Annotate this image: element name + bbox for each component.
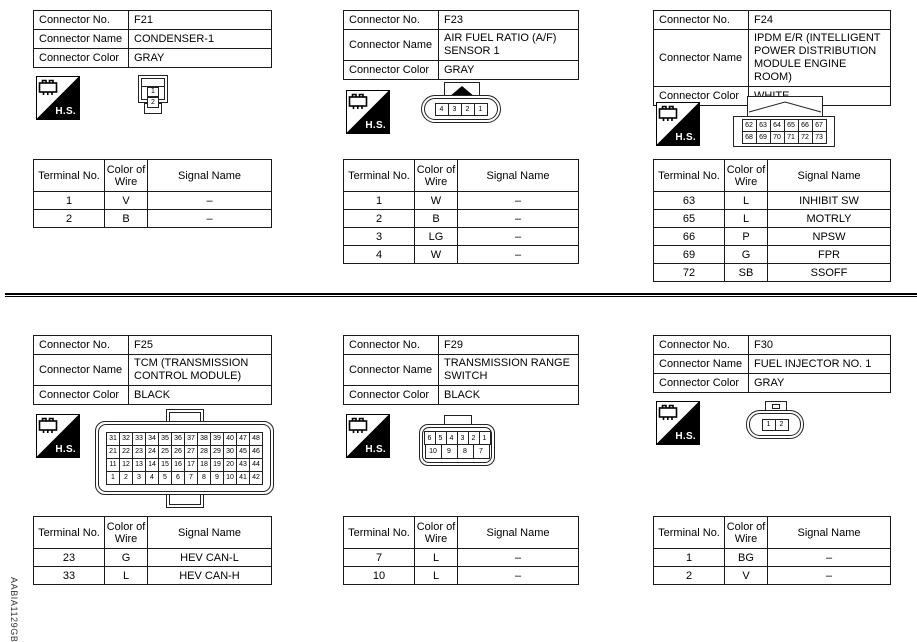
pin-grid xyxy=(425,444,490,459)
pin-cell: 66 xyxy=(798,120,812,132)
terminal-cell-signal: – xyxy=(458,210,579,228)
pin-row xyxy=(424,432,490,445)
hs-label: H.S. xyxy=(55,106,76,117)
pin-cell: 70 xyxy=(770,132,784,144)
terminal-cell-wire: G xyxy=(725,246,768,264)
pin-cell: 1 xyxy=(762,419,775,430)
pin-cell: 13 xyxy=(133,458,146,471)
hs-connector-glyph-icon xyxy=(658,104,680,123)
pin-cell: 16 xyxy=(172,458,185,471)
terminal-cell-no: 1 xyxy=(654,549,725,567)
pin-cell: 10 xyxy=(224,471,237,484)
hs-connector-glyph-icon xyxy=(348,92,370,111)
pin-cell: 5 xyxy=(159,471,172,484)
wire-color-header: Color of Wire xyxy=(415,160,458,192)
pin-grid xyxy=(424,431,491,445)
pin-cell: 28 xyxy=(198,445,211,458)
connector-color-value: GRAY xyxy=(129,49,272,68)
pin-row xyxy=(742,120,826,132)
terminal-cell-no: 7 xyxy=(344,549,415,567)
pin-grid xyxy=(106,432,263,485)
terminal-row xyxy=(654,264,891,282)
pin-cell: 72 xyxy=(798,132,812,144)
connector-no-label: Connector No. xyxy=(34,11,129,30)
terminal-row xyxy=(34,192,272,210)
terminal-cell-no: 66 xyxy=(654,228,725,246)
connector-diagram-f30 xyxy=(746,401,806,441)
terminal-cell-signal: – xyxy=(768,567,891,585)
hs-label: H.S. xyxy=(675,132,696,143)
pin-cell: 40 xyxy=(224,432,237,445)
connector-no-label: Connector No. xyxy=(654,336,749,355)
connector-name-label: Connector Name xyxy=(654,355,749,374)
connector-color-label: Connector Color xyxy=(34,386,129,405)
connector-color-value: GRAY xyxy=(439,61,579,80)
hs-label: H.S. xyxy=(675,431,696,442)
pin-cell: 22 xyxy=(120,445,133,458)
terminal-row xyxy=(654,549,891,567)
connector-diagram-f29 xyxy=(419,415,497,467)
hs-label: H.S. xyxy=(365,444,386,455)
terminal-cell-no: 23 xyxy=(34,549,105,567)
terminal-cell-wire: V xyxy=(105,192,148,210)
terminal-cell-signal: – xyxy=(148,192,272,210)
pin-cell: 62 xyxy=(742,120,756,132)
connector-name-value: TRANSMISSION RANGE SWITCH xyxy=(439,355,579,386)
pin-cell: 8 xyxy=(457,445,473,459)
connector-block-f25 xyxy=(33,335,272,595)
terminal-table xyxy=(33,516,272,585)
terminal-cell-no: 3 xyxy=(344,228,415,246)
pin-cell: 20 xyxy=(224,458,237,471)
terminal-cell-wire: V xyxy=(725,567,768,585)
pin-cell: 2 xyxy=(468,432,479,445)
connector-name-value: CONDENSER-1 xyxy=(129,30,272,49)
pin-row xyxy=(107,432,263,445)
pin-cell: 64 xyxy=(770,120,784,132)
terminal-row xyxy=(654,192,891,210)
terminal-cell-no: 33 xyxy=(34,567,105,585)
terminal-table xyxy=(33,159,272,228)
pin-cell: 34 xyxy=(146,432,159,445)
terminal-cell-no: 2 xyxy=(34,210,105,228)
terminal-no-header: Terminal No. xyxy=(654,517,725,549)
pin-cell: 4 xyxy=(146,471,159,484)
connector-block-f21 xyxy=(33,10,272,285)
pin-cell: 11 xyxy=(107,458,120,471)
section-divider xyxy=(5,293,917,297)
pin-cell: 2 xyxy=(775,419,788,430)
terminal-cell-signal: – xyxy=(458,549,579,567)
terminal-cell-no: 4 xyxy=(344,246,415,264)
connector-color-label: Connector Color xyxy=(654,374,749,393)
terminal-row xyxy=(654,246,891,264)
pin-grid xyxy=(742,119,827,144)
pin-cell: 14 xyxy=(146,458,159,471)
connector-name-value: AIR FUEL RATIO (A/F) SENSOR 1 xyxy=(439,30,579,61)
pin-cell: 9 xyxy=(441,445,457,459)
pin-cell: 1 xyxy=(147,87,159,97)
hs-connector-glyph-icon xyxy=(658,403,680,422)
pin-grid xyxy=(762,419,789,431)
connector-name-label: Connector Name xyxy=(34,30,129,49)
connector-diagram-f21 xyxy=(136,75,176,119)
pin-row xyxy=(107,458,263,471)
connector-name-label: Connector Name xyxy=(34,355,129,386)
connector-no-value: F24 xyxy=(749,11,891,30)
terminal-cell-no: 72 xyxy=(654,264,725,282)
connector-no-value: F23 xyxy=(439,11,579,30)
pin-cell: 36 xyxy=(172,432,185,445)
hs-icon xyxy=(656,102,700,146)
pin-cell: 63 xyxy=(756,120,770,132)
pin-cell: 35 xyxy=(159,432,172,445)
terminal-cell-no: 1 xyxy=(34,192,105,210)
terminal-cell-no: 2 xyxy=(654,567,725,585)
connector-info-table xyxy=(653,10,891,106)
pin-row xyxy=(425,445,489,459)
pin-cell: 3 xyxy=(457,432,468,445)
pin-cell: 43 xyxy=(237,458,250,471)
pin-row xyxy=(742,132,826,144)
pin-cell: 9 xyxy=(211,471,224,484)
pin-cell: 2 xyxy=(147,97,159,108)
connector-info-table xyxy=(653,335,891,393)
terminal-cell-wire: L xyxy=(725,210,768,228)
pin-cell: 3 xyxy=(448,103,461,115)
pin-cell: 38 xyxy=(198,432,211,445)
connector-no-label: Connector No. xyxy=(344,336,439,355)
connector-diagram-f23 xyxy=(421,82,503,124)
connector-block-f30 xyxy=(653,335,891,595)
connector-info-table xyxy=(343,10,579,80)
terminal-row xyxy=(344,210,579,228)
terminal-cell-wire: LG xyxy=(415,228,458,246)
terminal-cell-wire: W xyxy=(415,246,458,264)
pin-cell: 41 xyxy=(237,471,250,484)
connector-info-table xyxy=(33,335,272,405)
pin-cell: 68 xyxy=(742,132,756,144)
pin-cell: 65 xyxy=(784,120,798,132)
pin-cell: 3 xyxy=(133,471,146,484)
wire-color-header: Color of Wire xyxy=(105,517,148,549)
pin-row xyxy=(762,419,788,430)
terminal-no-header: Terminal No. xyxy=(34,160,105,192)
connector-color-value: BLACK xyxy=(129,386,272,405)
hs-connector-glyph-icon xyxy=(348,416,370,435)
terminal-cell-signal: INHIBIT SW xyxy=(768,192,891,210)
pin-cell: 44 xyxy=(250,458,263,471)
terminal-cell-wire: L xyxy=(105,567,148,585)
signal-name-header: Signal Name xyxy=(458,160,579,192)
pin-cell: 71 xyxy=(784,132,798,144)
terminal-cell-signal: – xyxy=(768,549,891,567)
connector-name-label: Connector Name xyxy=(344,355,439,386)
pin-cell: 1 xyxy=(107,471,120,484)
terminal-cell-wire: SB xyxy=(725,264,768,282)
connector-name-label: Connector Name xyxy=(654,30,749,87)
pin-cell: 25 xyxy=(159,445,172,458)
pin-cell: 19 xyxy=(211,458,224,471)
pin-cell: 30 xyxy=(224,445,237,458)
pin-cell: 32 xyxy=(120,432,133,445)
terminal-cell-no: 65 xyxy=(654,210,725,228)
pin-cell: 26 xyxy=(172,445,185,458)
pin-cell: 17 xyxy=(185,458,198,471)
terminal-cell-signal: – xyxy=(458,567,579,585)
pin-cell: 45 xyxy=(237,445,250,458)
terminal-row xyxy=(34,210,272,228)
terminal-cell-no: 10 xyxy=(344,567,415,585)
signal-name-header: Signal Name xyxy=(458,517,579,549)
terminal-row xyxy=(344,549,579,567)
signal-name-header: Signal Name xyxy=(768,517,891,549)
connector-diagram-f24 xyxy=(733,96,837,148)
pin-cell: 5 xyxy=(435,432,446,445)
terminal-no-header: Terminal No. xyxy=(344,160,415,192)
terminal-table xyxy=(343,516,579,585)
terminal-no-header: Terminal No. xyxy=(34,517,105,549)
wire-color-header: Color of Wire xyxy=(725,517,768,549)
connector-name-value: TCM (TRANSMISSION CONTROL MODULE) xyxy=(129,355,272,386)
hs-connector-glyph-icon xyxy=(38,416,60,435)
terminal-row xyxy=(654,210,891,228)
tab-peak-line xyxy=(748,97,822,117)
terminal-table xyxy=(343,159,579,264)
connector-color-label: Connector Color xyxy=(344,386,439,405)
terminal-cell-wire: G xyxy=(105,549,148,567)
terminal-cell-signal: – xyxy=(458,192,579,210)
wire-color-header: Color of Wire xyxy=(415,517,458,549)
signal-name-header: Signal Name xyxy=(148,517,272,549)
pin-cell: 2 xyxy=(120,471,133,484)
hs-icon xyxy=(36,414,80,458)
pin-cell: 7 xyxy=(473,445,489,459)
terminal-no-header: Terminal No. xyxy=(654,160,725,192)
pin-cell: 73 xyxy=(812,132,826,144)
wire-color-header: Color of Wire xyxy=(105,160,148,192)
terminal-cell-signal: NPSW xyxy=(768,228,891,246)
pin-cell: 1 xyxy=(479,432,490,445)
terminal-cell-no: 2 xyxy=(344,210,415,228)
connector-info-table xyxy=(33,10,272,68)
signal-name-header: Signal Name xyxy=(768,160,891,192)
footer-code: AABIA1129GB xyxy=(9,577,19,642)
connector-no-label: Connector No. xyxy=(34,336,129,355)
connector-no-value: F25 xyxy=(129,336,272,355)
pin-cell: 7 xyxy=(185,471,198,484)
pin-row xyxy=(107,445,263,458)
terminal-row xyxy=(344,192,579,210)
signal-name-header: Signal Name xyxy=(148,160,272,192)
terminal-row xyxy=(344,567,579,585)
connector-color-value: GRAY xyxy=(749,374,891,393)
terminal-cell-signal: SSOFF xyxy=(768,264,891,282)
pin-cell: 69 xyxy=(756,132,770,144)
hs-label: H.S. xyxy=(365,120,386,131)
pin-cell: 29 xyxy=(211,445,224,458)
terminal-row xyxy=(344,228,579,246)
pin-cell: 4 xyxy=(446,432,457,445)
pin-cell: 39 xyxy=(211,432,224,445)
connector-block-f29 xyxy=(343,335,579,595)
pin-cell: 2 xyxy=(461,103,474,115)
connector-no-label: Connector No. xyxy=(654,11,749,30)
pin-cell: 8 xyxy=(198,471,211,484)
connector-name-label: Connector Name xyxy=(344,30,439,61)
pin-cell: 33 xyxy=(133,432,146,445)
terminal-cell-wire: B xyxy=(415,210,458,228)
terminal-row xyxy=(34,567,272,585)
pin-cell: 12 xyxy=(120,458,133,471)
connector-diagram-f25 xyxy=(95,409,276,509)
hs-icon xyxy=(36,76,80,120)
connector-color-value: BLACK xyxy=(439,386,579,405)
hs-icon xyxy=(346,90,390,134)
pin-row xyxy=(435,103,487,115)
terminal-cell-wire: B xyxy=(105,210,148,228)
pin-cell: 10 xyxy=(425,445,441,459)
pin-cell: 37 xyxy=(185,432,198,445)
terminal-cell-wire: P xyxy=(725,228,768,246)
terminal-row xyxy=(34,549,272,567)
terminal-cell-wire: BG xyxy=(725,549,768,567)
pin-cell: 27 xyxy=(185,445,198,458)
terminal-cell-signal: FPR xyxy=(768,246,891,264)
hs-icon xyxy=(346,414,390,458)
connector-no-value: F29 xyxy=(439,336,579,355)
pin-cell: 15 xyxy=(159,458,172,471)
hs-connector-glyph-icon xyxy=(38,78,60,97)
terminal-row xyxy=(344,246,579,264)
pin-row xyxy=(107,471,263,484)
connector-no-label: Connector No. xyxy=(344,11,439,30)
connector-info-table xyxy=(343,335,579,405)
pin-cell: 4 xyxy=(435,103,448,115)
terminal-cell-wire: L xyxy=(415,549,458,567)
pin-cell: 46 xyxy=(250,445,263,458)
terminal-cell-signal: MOTRLY xyxy=(768,210,891,228)
pin-cell: 23 xyxy=(133,445,146,458)
connector-color-label: Connector Color xyxy=(344,61,439,80)
terminal-table xyxy=(653,159,891,282)
terminal-cell-signal: – xyxy=(148,210,272,228)
pin-cell: 31 xyxy=(107,432,120,445)
connector-color-label: Connector Color xyxy=(34,49,129,68)
terminal-cell-wire: L xyxy=(725,192,768,210)
terminal-row xyxy=(654,228,891,246)
pin-cell: 47 xyxy=(237,432,250,445)
pin-cell: 6 xyxy=(424,432,435,445)
terminal-cell-wire: L xyxy=(415,567,458,585)
terminal-cell-wire: W xyxy=(415,192,458,210)
connector-color-label: Connector Color xyxy=(654,87,749,106)
connector-no-value: F30 xyxy=(749,336,891,355)
terminal-cell-no: 1 xyxy=(344,192,415,210)
terminal-cell-no: 69 xyxy=(654,246,725,264)
terminal-cell-signal: HEV CAN-L xyxy=(148,549,272,567)
terminal-cell-signal: – xyxy=(458,228,579,246)
pin-cell: 24 xyxy=(146,445,159,458)
pin-cell: 21 xyxy=(107,445,120,458)
hs-label: H.S. xyxy=(55,444,76,455)
pin-cell: 42 xyxy=(250,471,263,484)
connector-name-value: FUEL INJECTOR NO. 1 xyxy=(749,355,891,374)
connector-block-f23 xyxy=(343,10,579,285)
pin-grid xyxy=(435,103,488,116)
pin-cell: 6 xyxy=(172,471,185,484)
terminal-cell-no: 63 xyxy=(654,192,725,210)
terminal-row xyxy=(654,567,891,585)
pin-cell: 1 xyxy=(474,103,487,115)
wire-color-header: Color of Wire xyxy=(725,160,768,192)
hs-icon xyxy=(656,401,700,445)
connector-no-value: F21 xyxy=(129,11,272,30)
connector-name-value: IPDM E/R (INTELLIGENT POWER DISTRIBUTION MODULE ENGINE ROOM) xyxy=(749,30,891,87)
connector-block-f24 xyxy=(653,10,891,285)
terminal-table xyxy=(653,516,891,585)
terminal-no-header: Terminal No. xyxy=(344,517,415,549)
pin-cell: 67 xyxy=(812,120,826,132)
terminal-cell-signal: – xyxy=(458,246,579,264)
pin-cell: 48 xyxy=(250,432,263,445)
terminal-cell-signal: HEV CAN-H xyxy=(148,567,272,585)
pin-cell: 18 xyxy=(198,458,211,471)
